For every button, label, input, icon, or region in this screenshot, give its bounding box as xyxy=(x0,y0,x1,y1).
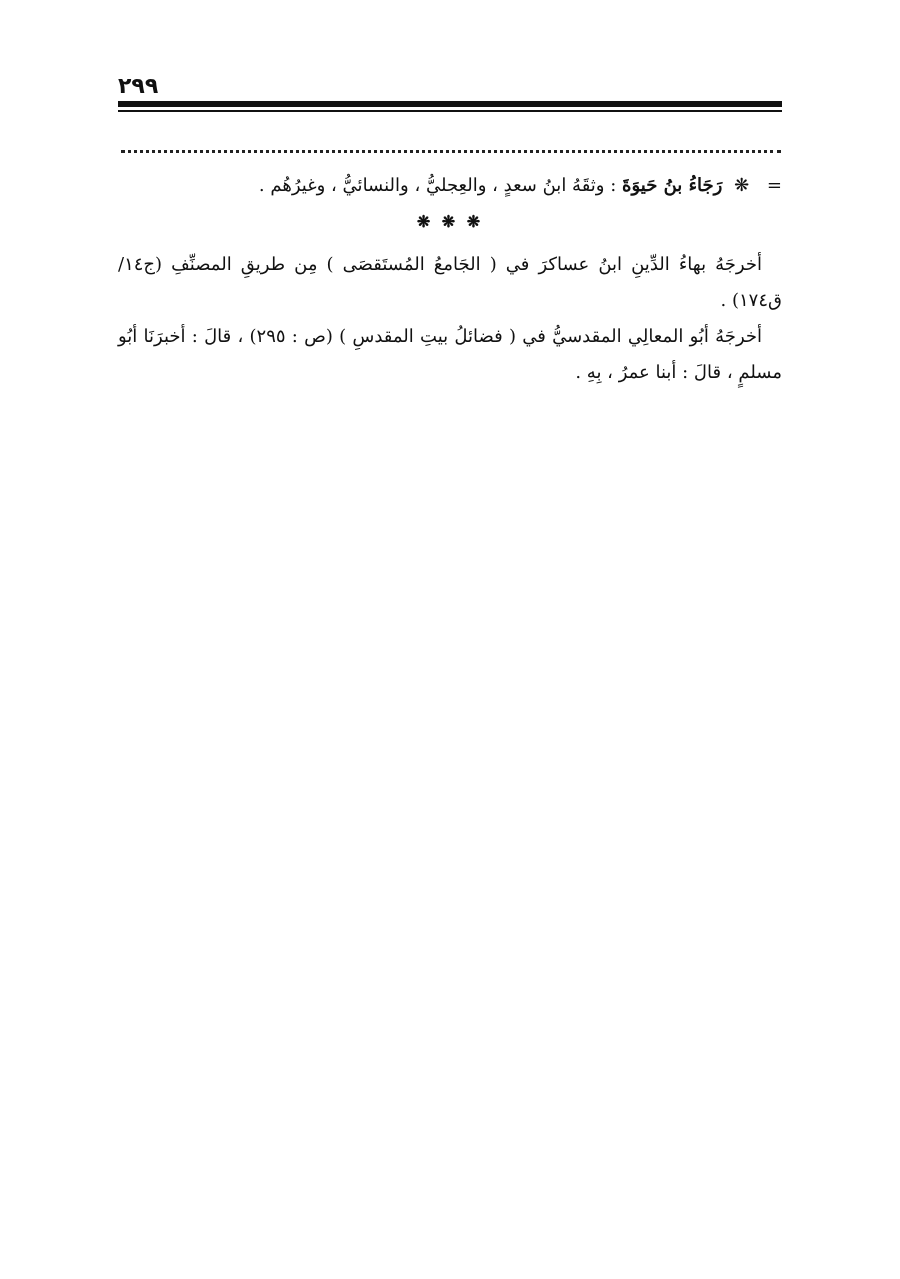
takhrij-text xyxy=(118,247,782,391)
takhrij-paragraph-1: أخرجَهُ بهاءُ الدِّينِ ابنُ عساكرَ في ( الجَامعُ المُستَقصَى ) مِن طريقِ المصنِّفِ (ج١٤/ ق١٧٤) . xyxy=(118,254,782,311)
section-asterisks: ❋ ❋ ❋ xyxy=(416,212,484,231)
footnote-separator xyxy=(121,150,781,153)
takhrij-paragraph-2: أخرجَهُ أبُو المعالِي المقدسيُّ في ( فضائلُ بيتِ المقدسِ ) (ص : ٢٩٥) ، قالَ : أخبرَنَا أبُو مسلمٍ ، قالَ : أبنا عمرُ ، بِهِ . xyxy=(118,326,782,383)
narrator-description: : وثقَهُ ابنُ سعدٍ ، والعِجليُّ ، والنسائيُّ ، وغيرُهُم . xyxy=(258,175,617,196)
continuation-equals-sign: = xyxy=(766,175,782,196)
star-bullet-icon: ❋ xyxy=(734,175,750,196)
header-rule-thick xyxy=(118,101,782,107)
narrator-name: رَجَاءُ بنُ حَيوَةَ xyxy=(622,175,723,196)
page-number: ٢٩٩ xyxy=(118,74,159,99)
header-rule-thin xyxy=(118,110,782,112)
narrator-entry xyxy=(118,172,782,200)
